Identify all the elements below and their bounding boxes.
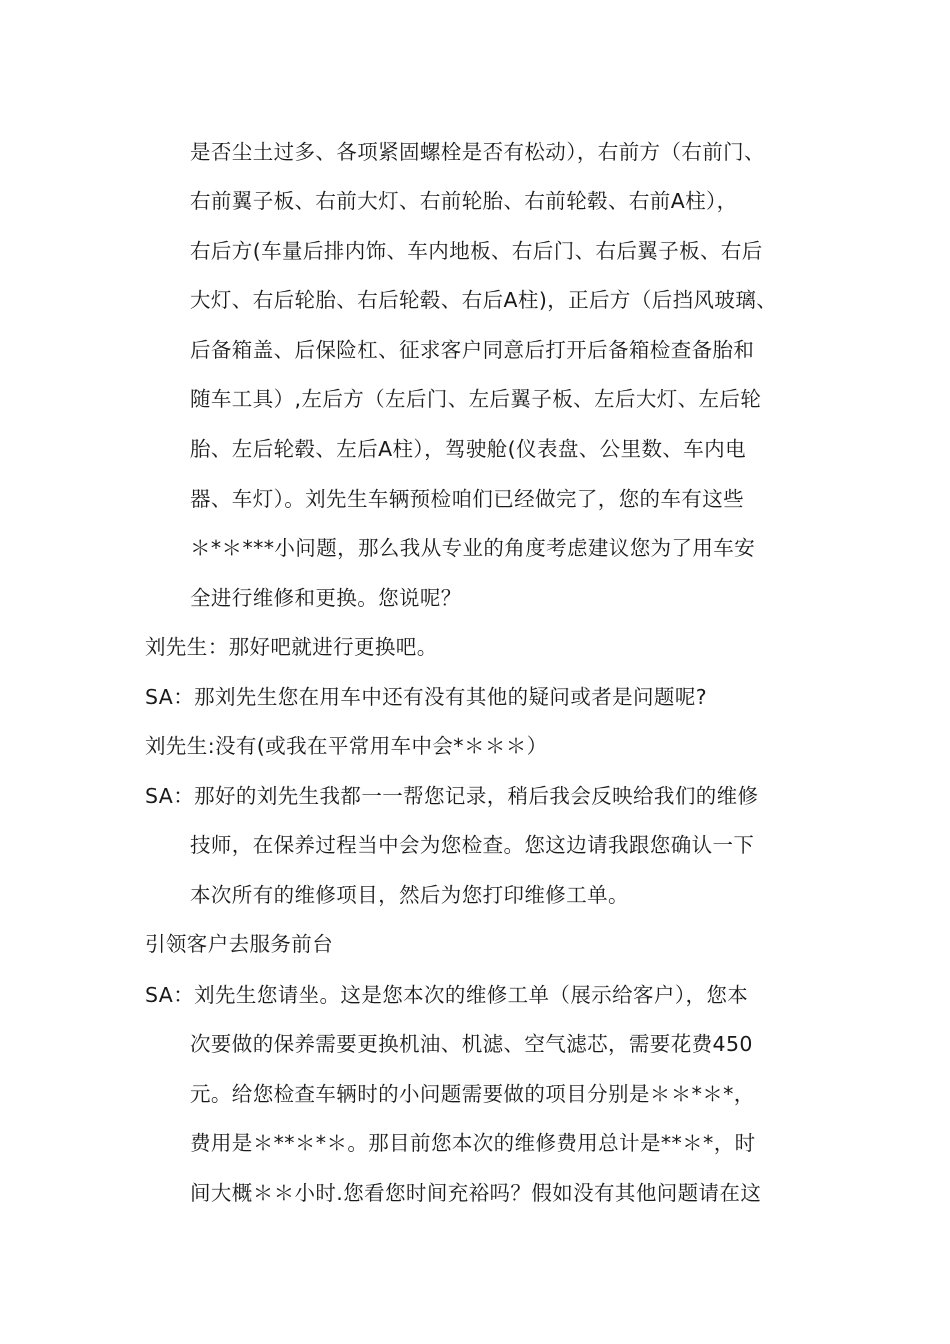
dialogue-sa: SA：刘先生您请坐。这是您本次的维修工单（展示给客户），您本 [145,983,749,1007]
text-line: 全进行维修和更换。您说呢？ [190,586,462,610]
stage-direction: 引领客户去服务前台 [145,932,334,956]
dialogue-customer: 刘先生：那好吧就进行更换吧。 [145,635,438,659]
text-line: 次要做的保养需要更换机油、机滤、空气滤芯，需要花费450 [190,1032,753,1056]
text-line: 是否尘土过多、各项紧固螺栓是否有松动），右前方（右前门、 [190,140,765,164]
text-line: 费用是＊**＊*＊。那目前您本次的维修费用总计是**＊*，时 [190,1131,756,1155]
text-line: 右前翼子板、右前大灯、右前轮胎、右前轮毂、右前A柱）， [190,189,738,213]
dialogue-customer: 刘先生:没有(或我在平常用车中会*＊＊＊） [145,734,548,758]
text-line: 右后方(车量后排内饰、车内地板、右后门、右后翼子板、右后 [190,239,763,263]
dialogue-sa: SA：那好的刘先生我都一一帮您记录，稍后我会反映给我们的维修 [145,784,759,808]
text-line: 随车工具）,左后方（左后门、左后翼子板、左后大灯、左后轮 [190,387,762,411]
text-line: 胎、左后轮毂、左后A柱），驾驶舱(仪表盘、公里数、车内电 [190,437,746,461]
dialogue-sa: SA：那刘先生您在用车中还有没有其他的疑问或者是问题呢? [145,685,707,709]
text-line: ＊*＊***小问题，那么我从专业的角度考虑建议您为了用车安 [190,536,756,560]
text-line: 技师，在保养过程当中会为您检查。您这边请我跟您确认一下 [190,833,755,857]
text-line: 间大概＊＊小时.您看您时间充裕吗？假如没有其他问题请在这 [190,1181,762,1205]
text-line: 器、车灯）。刘先生车辆预检咱们已经做完了，您的车有这些 [190,487,745,511]
text-line: 后备箱盖、后保险杠、征求客户同意后打开后备箱检查备胎和 [190,338,755,362]
text-line: 元。给您检查车辆时的小问题需要做的项目分别是＊＊*＊*， [190,1082,755,1106]
text-line: 本次所有的维修项目，然后为您打印维修工单。 [190,883,629,907]
text-line: 大灯、右后轮胎、右后轮毂、右后A柱)，正后方（后挡风玻璃、 [190,288,778,312]
